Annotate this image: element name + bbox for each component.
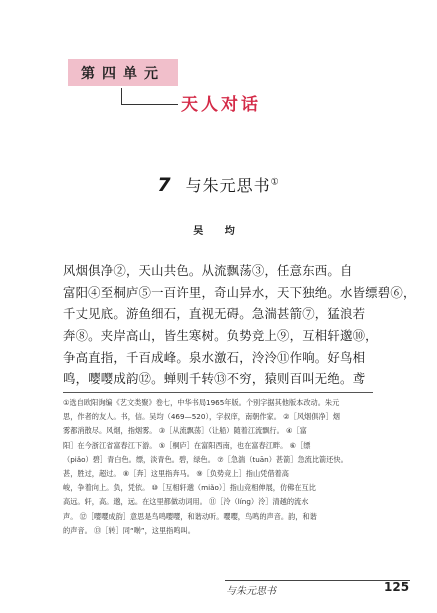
footnote-line: 思，作者的友人。书，信。吴均（469—520），字叔庠，南朝作家。 ②［风烟俱净］烟 — [63, 412, 340, 422]
footnote-line: 的声音。 ⑬［转］同“啭”，这里指鸣叫。 — [63, 525, 195, 535]
footnote-line: 雾都消散尽。风烟，指烟雾。 ③［从流飘荡］（让船）随着江流飘行。 ④［富 — [63, 426, 307, 436]
footnote-line: 峻，争着向上。负，凭依。 ⑩［互相轩邈（miǎo）］指山竞相伸展，仿佛在互比 — [63, 483, 316, 493]
lesson-title-text: 与朱元思书 — [185, 176, 271, 195]
footnote-line: 甚，胜过，超过。 ⑧［奔］这里指奔马。 ⑨［负势竞上］指山凭借着高 — [63, 468, 289, 478]
lesson-number: 7 — [157, 174, 172, 196]
text-line: 奔⑧。夹岸高山，皆生寒树。负势竞上⑨，互相轩邈⑩， — [63, 328, 378, 344]
footnotes-divider — [63, 392, 373, 393]
footnote-line: 高远。轩，高。邈，远。在这里都做动词用。 ⑪［泠（líng）泠］清越的流水 — [63, 497, 309, 507]
unit-label: 第四单元 — [81, 65, 165, 82]
footnote-line: 声。 ⑫［嘤嘤成韵］意思是鸟鸣嘤嘤，和谐动听。嘤嘤，鸟鸣的声音。韵，和谐 — [63, 511, 317, 521]
theme-connector-horizontal — [121, 104, 178, 105]
unit-theme: 天人对话 — [181, 95, 261, 115]
author: 吴 均 — [193, 226, 244, 237]
text-line: 富阳④至桐庐⑤一百许里，奇山异水，天下独绝。水皆缥碧⑥， — [63, 284, 416, 300]
footnote-line: （piǎo）碧］青白色。缥，淡青色。碧，绿色。 ⑦［急湍（tuān）甚箭］急流比箭还快。 — [63, 454, 348, 464]
footnote-line: ①选自欧阳询编《艺文类聚》卷七，中华书局1965年版。个别字据其他版本改动。朱元 — [63, 398, 340, 407]
footnote-line: 阳］在今浙江省富春江下游。 ⑤［桐庐］在富阳西南，也在富春江畔。 ⑥［缥 — [63, 440, 311, 450]
text-line: 千丈见底。游鱼细石，直视无碍。急湍甚箭⑦，猛浪若 — [63, 306, 366, 322]
text-line: 风烟俱净②，天山共色。从流飘荡③，任意东西。自 — [63, 263, 353, 278]
text-line: 鸣，嘤嘤成韵⑫。蝉则千转⑬不穷，猿则百叫无绝。鸢 — [63, 371, 366, 387]
page-number: 125 — [384, 580, 410, 594]
title-footnote-mark: ① — [270, 177, 280, 188]
unit-banner — [68, 59, 178, 86]
main-text — [63, 260, 416, 390]
footnotes — [63, 396, 373, 538]
footer-rule — [225, 580, 410, 581]
text-line: 争高直指，千百成峰。泉水激石，泠泠⑪作响。好鸟相 — [63, 349, 366, 365]
theme-connector-vertical — [121, 88, 122, 105]
footer-running-title: 与朱元思书 — [226, 586, 276, 597]
lesson-title — [0, 173, 437, 196]
